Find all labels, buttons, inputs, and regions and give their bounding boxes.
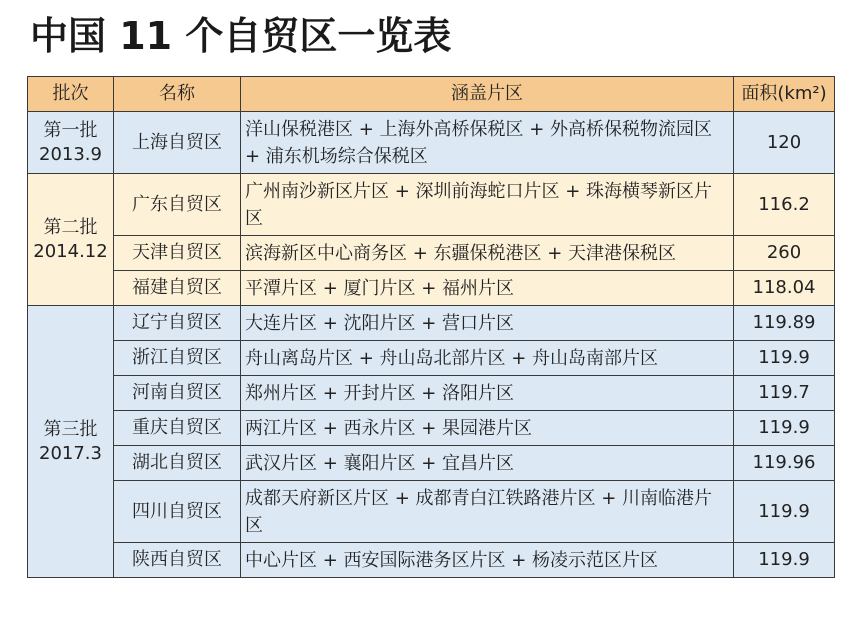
- batch-date: 2014.12: [33, 240, 108, 262]
- zone-coverage: 洋山保税港区 + 上海外高桥保税区 + 外高桥保税物流园区 + 浦东机场综合保税区: [241, 112, 734, 174]
- table-row: [28, 411, 835, 446]
- zone-name: 重庆自贸区: [114, 411, 241, 446]
- header-area: 面积(km²): [734, 77, 835, 112]
- zone-area: 119.9: [734, 481, 835, 543]
- zone-area: 119.89: [734, 306, 835, 341]
- table-row: [28, 376, 835, 411]
- zone-area: 119.7: [734, 376, 835, 411]
- zone-area: 119.96: [734, 446, 835, 481]
- table-row: [28, 306, 835, 341]
- zone-coverage: 中心片区 + 西安国际港务区片区 + 杨凌示范区片区: [241, 543, 734, 578]
- table-row: [28, 481, 835, 543]
- free-trade-zone-table: [27, 76, 835, 578]
- batch-cell: [28, 112, 114, 174]
- batch-date: 2017.3: [39, 442, 102, 464]
- zone-coverage: 平潭片区 + 厦门片区 + 福州片区: [241, 271, 734, 306]
- header-batch: 批次: [28, 77, 114, 112]
- batch-label: 第三批: [43, 418, 98, 440]
- batch-label: 第二批: [43, 216, 98, 238]
- zone-name: 上海自贸区: [114, 112, 241, 174]
- zone-coverage: 大连片区 + 沈阳片区 + 营口片区: [241, 306, 734, 341]
- table-row: [28, 341, 835, 376]
- zone-name: 四川自贸区: [114, 481, 241, 543]
- table-row: [28, 543, 835, 578]
- zone-coverage: 两江片区 + 西永片区 + 果园港片区: [241, 411, 734, 446]
- table-row: [28, 271, 835, 306]
- zone-name: 辽宁自贸区: [114, 306, 241, 341]
- page-title: 中国 11 个自贸区一览表: [30, 14, 452, 58]
- batch-cell: [28, 174, 114, 306]
- header-name: 名称: [114, 77, 241, 112]
- batch-label: 第一批: [43, 119, 98, 141]
- header-coverage: 涵盖片区: [241, 77, 734, 112]
- zone-area: 119.9: [734, 411, 835, 446]
- table-row: [28, 174, 835, 236]
- zone-area: 260: [734, 236, 835, 271]
- zone-area: 120: [734, 112, 835, 174]
- zone-area: 118.04: [734, 271, 835, 306]
- zone-coverage: 武汉片区 + 襄阳片区 + 宜昌片区: [241, 446, 734, 481]
- zone-coverage: 成都天府新区片区 + 成都青白江铁路港片区 + 川南临港片区: [241, 481, 734, 543]
- zone-area: 119.9: [734, 341, 835, 376]
- zone-name: 浙江自贸区: [114, 341, 241, 376]
- table-row: [28, 112, 835, 174]
- batch-date: 2013.9: [39, 143, 102, 165]
- zone-name: 湖北自贸区: [114, 446, 241, 481]
- zone-coverage: 舟山离岛片区 + 舟山岛北部片区 + 舟山岛南部片区: [241, 341, 734, 376]
- zone-area: 119.9: [734, 543, 835, 578]
- zone-name: 陕西自贸区: [114, 543, 241, 578]
- zone-coverage: 滨海新区中心商务区 + 东疆保税港区 + 天津港保税区: [241, 236, 734, 271]
- zone-area: 116.2: [734, 174, 835, 236]
- table-row: [28, 446, 835, 481]
- zone-name: 河南自贸区: [114, 376, 241, 411]
- table-row: [28, 236, 835, 271]
- zone-name: 天津自贸区: [114, 236, 241, 271]
- table-header-row: [28, 77, 835, 112]
- zone-coverage: 郑州片区 + 开封片区 + 洛阳片区: [241, 376, 734, 411]
- zone-name: 广东自贸区: [114, 174, 241, 236]
- batch-cell: [28, 306, 114, 578]
- zone-coverage: 广州南沙新区片区 + 深圳前海蛇口片区 + 珠海横琴新区片区: [241, 174, 734, 236]
- zone-name: 福建自贸区: [114, 271, 241, 306]
